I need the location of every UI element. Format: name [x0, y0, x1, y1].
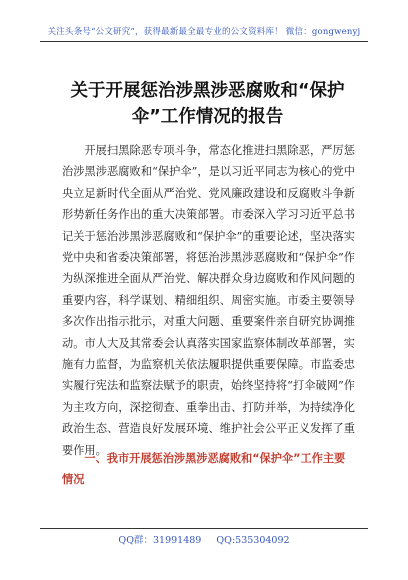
section-heading: 一、我市开展惩治涉黑涉恶腐败和“保护伞”工作主要情况 — [62, 452, 346, 487]
footer-qq-group: QQ群：31991489 — [118, 535, 202, 546]
header-banner[interactable]: 关注头条号“公文研究”，获得最新最全最专业的公文资料库！ 微信：gongwenyj — [47, 27, 361, 37]
footer-divider — [40, 528, 368, 529]
header-divider — [40, 41, 368, 42]
footer-contact — [40, 532, 368, 546]
body-paragraph: 开展扫黑除恶专项斗争，常态化推进扫黑除恶，严厉惩治涉黑涉恶腐败和“保护伞”，是以习近平同志为核心的党中央立足新时代全面从严治党、党风廉政建设和反腐败斗争新形势新任务作出的重大决策部署。市委深入学习习近平总书记关于惩治涉黑涉恶腐败和“保护伞”的重要论述，坚决落实党中央和省委决策部署，将惩治涉黑涉恶腐败和“保护伞”作为纵深推进全面从严治党、解决群众身边腐败和作风问题的重要内容，科学谋划、精细组织、周密实施。市委主要领导多次作出指示批示，对重大问题、重要案件亲自研究协调推动。市人大及其常委会认真落实国家监察体制改革部署，实施有力监督，为监察机关依法履职提供重要保障。市监委忠实履行宪法和监察法赋予的职责，始终坚持将“打伞破网”作为主攻方向，深挖彻查、重拳出击、打防并举，为持续净化政治生态、营造良好发展环境、维护社会公平正义发挥了重要作用。 — [62, 144, 355, 457]
document-title: 关于开展惩治涉黑涉恶腐败和“保护伞”工作情况的报告 — [70, 81, 345, 127]
footer-qq: QQ:535304092 — [216, 535, 290, 546]
